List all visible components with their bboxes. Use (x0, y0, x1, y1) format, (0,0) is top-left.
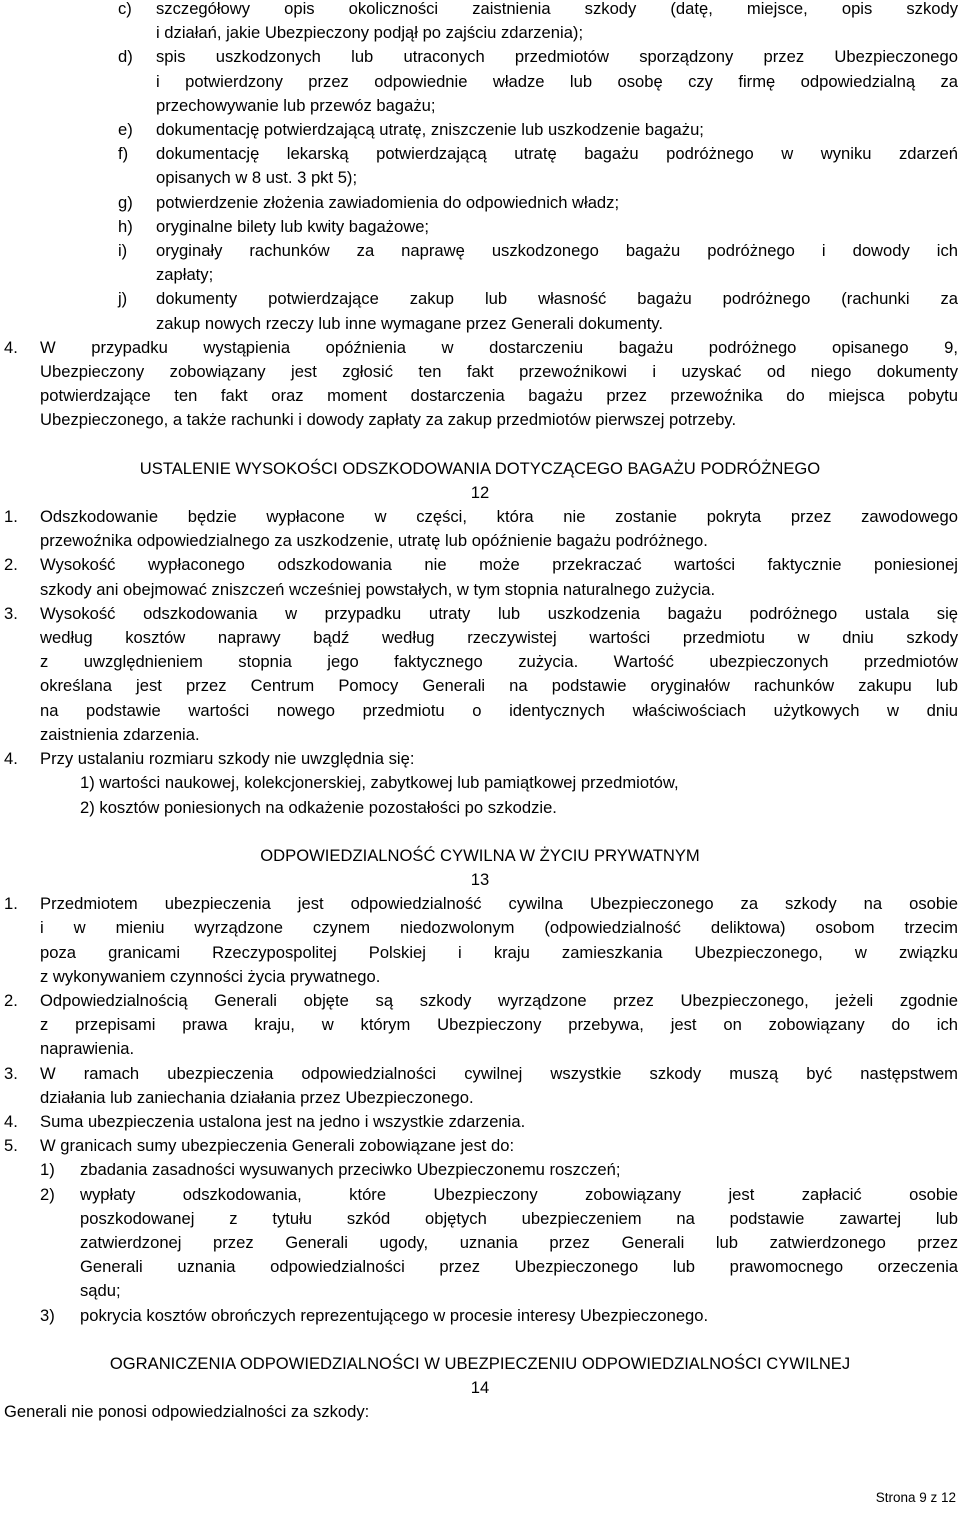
list-item (0, 0, 960, 45)
numbered-item (0, 1110, 960, 1134)
sub-item (0, 1183, 960, 1304)
text-line: W ramach ubezpieczenia odpowiedzialności cywilnej wszystkie szkody muszą być następstwem (40, 1063, 958, 1083)
text-line: zapłaty; (156, 265, 214, 285)
text-line: Przy ustalaniu rozmiaru szkody nie uwzględnia się: (40, 749, 415, 769)
list-item (0, 142, 960, 190)
text-line: dokumentację potwierdzającą utratę, zniszczenie lub uszkodzenie bagażu; (156, 120, 704, 140)
text-line: naprawienia. (40, 1039, 135, 1059)
paragraph-number: 13 (470, 869, 490, 889)
text-line: z przepisami prawa kraju, w którym Ubezpieczony przebywa, jest on zobowiązany do ich (40, 1015, 958, 1035)
text-line: Przedmiotem ubezpieczenia jest odpowiedzialność cywilna Ubezpieczonego za szkody na osobie (40, 894, 958, 914)
sub-item-marker: 2) (40, 1184, 55, 1204)
sub-item-marker: 2) (80, 797, 95, 817)
numbered-item (0, 989, 960, 1062)
numbered-item (0, 1062, 960, 1110)
text-line: według kosztów naprawy bądź według rzeczywistej wartości przedmiotu w dniu szkody (40, 628, 958, 648)
text-line: W przypadku wystąpienia opóźnienia w dostarczeniu bagażu podróżnego opisanego 9, (40, 337, 958, 357)
text-line: oryginały rachunków za naprawę uszkodzonego bagażu podróżnego i dowody ich (156, 241, 958, 261)
text-line: zatwierdzonej przez Generali ugody, uznania przez Generali lub zatwierdzonego przez (80, 1232, 958, 1252)
section-heading: OGRANICZENIA ODPOWIEDZIALNOŚCI W UBEZPIECZENIU ODPOWIEDZIALNOŚCI CYWILNEJ (109, 1353, 851, 1373)
numbered-item (0, 553, 960, 601)
text-line: szczegółowy opis okoliczności zaistnienia szkody (datę, miejsce, opis szkody (156, 0, 958, 18)
page-footer: Strona 9 z 12 (875, 1490, 956, 1505)
text-line: poszkodowanej z tytułu szkód objętych ubezpieczeniem na podstawie zawartej lub (80, 1208, 958, 1228)
text-line: Odszkodowanie będzie wypłacone w części, która nie zostanie pokryta przez zawodowego (40, 507, 958, 527)
sub-item (0, 1158, 960, 1182)
sub-item (0, 771, 960, 795)
text-line: dokumenty potwierdzające zakup lub własność bagażu podróżnego (rachunki za (156, 289, 958, 309)
list-marker: d) (118, 47, 133, 67)
list-marker: c) (118, 0, 132, 18)
numbered-item (0, 1134, 960, 1158)
list-marker: e) (118, 120, 133, 140)
sub-item-marker: 3) (40, 1305, 55, 1325)
sub-item-marker: 1) (40, 1160, 55, 1180)
item-marker: 2. (4, 555, 18, 575)
numbered-item (0, 505, 960, 553)
text-line: przechowywanie lub przewóz bagażu; (156, 95, 436, 115)
text-line: W granicach sumy ubezpieczenia Generali zobowiązane jest do: (40, 1136, 515, 1156)
sub-item-text: wartości naukowej, kolekcjonerskiej, zabytkowej lub pamiątkowej przedmiotów, (99, 773, 679, 793)
text-line: dokumentację lekarską potwierdzającą utratę bagażu podróżnego w wyniku zdarzeń (156, 144, 958, 164)
sub-item-line (80, 796, 960, 820)
text-line: opisanych w 8 ust. 3 pkt 5); (156, 168, 358, 188)
sub-item-line (80, 771, 960, 795)
text-line: Wysokość wypłaconego odszkodowania nie może przekraczać wartości faktycznie poniesionej (40, 555, 958, 575)
text-line: sądu; (80, 1281, 121, 1301)
text-line: zakup nowych rzeczy lub inne wymagane przez Generali dokumenty. (156, 313, 663, 333)
paragraph-number: 14 (470, 1377, 490, 1397)
text-line: z wykonywaniem czynności życia prywatnego. (40, 966, 381, 986)
text-line: i potwierdzony przez odpowiednie władze lub osobę czy firmę odpowiedzialną za (156, 71, 958, 91)
text-line: i w mieniu wyrządzone czynem niedozwolonym (odpowiedzialność deliktowa) osobom trzecim (40, 918, 958, 938)
text-line: pokrycia kosztów obrończych reprezentującego w procesie interesy Ubezpieczonego. (80, 1305, 709, 1325)
text-line: poza granicami Rzeczypospolitej Polskiej i kraju zamieszkania Ubezpieczonego, w związku (40, 942, 958, 962)
text-line: zbadania zasadności wysuwanych przeciwko Ubezpieczonemu roszczeń; (80, 1160, 621, 1180)
item-marker: 2. (4, 990, 18, 1010)
list-marker: f) (118, 144, 129, 164)
item-marker: 5. (4, 1136, 18, 1156)
numbered-item (0, 602, 960, 747)
text-line: i działań, jakie Ubezpieczony podjął po zajściu zdarzenia); (156, 23, 584, 43)
text-line: oryginalne bilety lub kwity bagażowe; (156, 216, 430, 236)
list-marker: i) (118, 241, 128, 261)
item-marker: 1. (4, 507, 18, 527)
text-line: Ubezpieczony zobowiązany jest zgłosić ten fakt przewoźnikowi i uzyskać od niego dokumenty (40, 362, 958, 382)
text-line: zaistnienia zdarzenia. (40, 724, 200, 744)
list-item (0, 191, 960, 215)
sub-item-marker: 1) (80, 773, 95, 793)
text-line: spis uszkodzonych lub utraconych przedmiotów sporządzony przez Ubezpieczonego (156, 47, 958, 67)
text-line: działania lub zaniechania działania przez Ubezpieczonego. (40, 1087, 474, 1107)
text-line: z uwzględnieniem stopnia jego faktycznego zużycia. Wartość ubezpieczonych przedmiotów (40, 652, 958, 672)
list-marker: g) (118, 192, 133, 212)
text-line: Suma ubezpieczenia ustalona jest na jedno i wszystkie zdarzenia. (40, 1111, 526, 1131)
list-item (0, 215, 960, 239)
text-line: potwierdzenie złożenia zawiadomienia do odpowiednich władz; (156, 192, 620, 212)
text-line: wypłaty odszkodowania, które Ubezpieczony zobowiązany jest zapłacić osobie (80, 1184, 958, 1204)
text-line: potwierdzające ten fakt oraz moment dostarczenia bagażu przez przewoźnika do miejsca pobytu (40, 386, 958, 406)
item-marker: 3. (4, 1063, 18, 1083)
text-line: Ubezpieczonego, a także rachunki i dowody zapłaty za zakup przedmiotów pierwszej potrzeby. (40, 410, 737, 430)
paragraph-number: 12 (470, 482, 490, 502)
sub-item (0, 796, 960, 820)
text-line: na podstawie wartości nowego przedmiotu o identycznych właściwościach użytkowych w dniu (40, 700, 958, 720)
sub-item-text: kosztów poniesionych na odkażenie pozostałości po szkodzie. (99, 797, 557, 817)
text-line: Odpowiedzialnością Generali objęte są szkody wyrządzone przez Ubezpieczonego, jeżeli zgodnie (40, 990, 958, 1010)
numbered-item (0, 892, 960, 989)
section-heading: ODPOWIEDZIALNOŚĆ CYWILNA W ŻYCIU PRYWATNYM (260, 845, 700, 865)
list-item (0, 239, 960, 287)
text-line: szkody ani obejmować zniszczeń wcześniej powstałych, w tym stopnia naturalnego zużycia. (40, 579, 716, 599)
text-line: Wysokość odszkodowania w przypadku utraty lub uszkodzenia bagażu podróżnego ustala się (40, 603, 958, 623)
sub-item (0, 1304, 960, 1328)
lettered-list (0, 0, 960, 336)
list-item (0, 287, 960, 335)
section-heading: USTALENIE WYSOKOŚCI ODSZKODOWANIA DOTYCZĄCEGO BAGAŻU PODRÓŻNEGO (139, 458, 821, 478)
text-line: Generali uznania odpowiedzialności przez Ubezpieczonego lub prawomocnego orzeczenia (80, 1257, 958, 1277)
list-marker: h) (118, 216, 133, 236)
item-marker: 1. (4, 894, 18, 914)
text-line: przewoźnika odpowiedzialnego za uszkodzenie, utratę lub opóźnienie bagażu podróżnego. (40, 531, 708, 551)
list-item (0, 118, 960, 142)
list-marker: j) (118, 289, 128, 309)
numbered-item (0, 747, 960, 771)
item-marker: 4. (4, 1111, 18, 1131)
item-marker: 4. (4, 749, 18, 769)
item-marker: 3. (4, 603, 18, 623)
list-item (0, 45, 960, 118)
item-marker: 4. (4, 337, 18, 357)
text-line: określana jest przez Centrum Pomocy Generali na podstawie oryginałów rachunków zakupu lub (40, 676, 958, 696)
lead-text: Generali nie ponosi odpowiedzialności za szkody: (4, 1402, 370, 1422)
numbered-item (0, 336, 960, 433)
